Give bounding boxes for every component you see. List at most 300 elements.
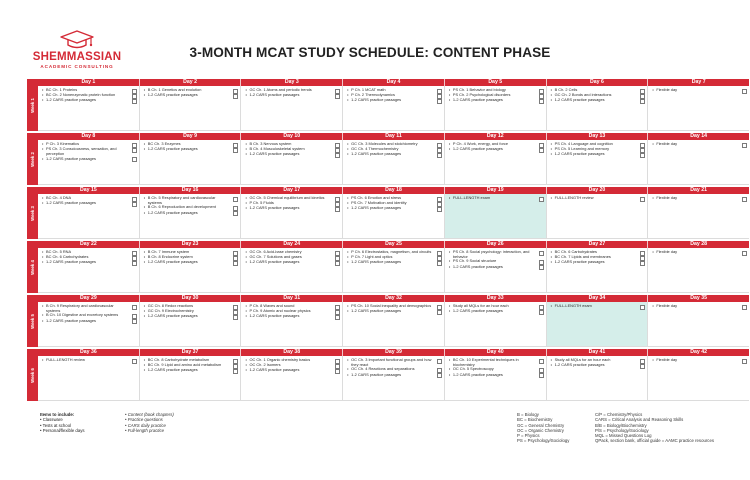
task-item	[449, 265, 536, 270]
task-checkbox[interactable]	[233, 148, 238, 153]
task-text: 1-2 CARS practice passages	[351, 205, 402, 211]
task-text: 1-2 CARS practice passages	[46, 97, 96, 103]
task-text: 1-2 CARS practice passages	[147, 313, 198, 319]
week-block	[27, 79, 749, 131]
task-text: 1-2 CARS practice passages	[351, 97, 402, 103]
day-cell	[241, 86, 343, 131]
include-item-text: Personal/flexible days	[42, 427, 85, 433]
day-cell	[140, 86, 242, 131]
day-cell-row	[38, 140, 749, 185]
task-text: P Ch. 1 MCAT math	[351, 87, 386, 92]
task-item	[144, 260, 231, 265]
task-checkbox[interactable]	[335, 207, 340, 212]
bullet-icon: •	[40, 422, 43, 428]
task-checkbox[interactable]	[233, 197, 238, 202]
task-item	[347, 98, 434, 103]
task-checkbox[interactable]	[640, 153, 645, 158]
day-header: Day 30	[140, 295, 242, 302]
task-checkbox[interactable]	[132, 157, 137, 162]
task-checkbox[interactable]	[437, 207, 442, 212]
day-header: Day 15	[38, 187, 140, 194]
task-item	[449, 373, 536, 378]
task-item	[245, 152, 332, 157]
task-text: GC Ch. 1 Atoms and periodic trends	[249, 87, 312, 92]
legend-entry: BC = Biochemistry	[517, 417, 553, 423]
day-cell	[38, 194, 140, 239]
week-label	[27, 133, 38, 185]
task-checkbox[interactable]	[640, 99, 645, 104]
legend-column-left	[517, 412, 595, 444]
bullet-icon: •	[550, 92, 552, 98]
task-text: 1-2 CARS practice passages	[452, 263, 503, 269]
day-cell	[38, 86, 140, 131]
day-cell	[38, 248, 140, 293]
day-header: Day 7	[691, 79, 706, 85]
task-item	[449, 309, 536, 314]
task-checkbox[interactable]	[132, 202, 137, 207]
day-header: Day 29	[38, 295, 140, 302]
items-list-left	[40, 417, 125, 433]
include-item	[125, 428, 210, 433]
task-checkbox[interactable]	[640, 261, 645, 266]
task-text: PS Ch. 9 Social structure	[452, 258, 497, 264]
day-cell	[140, 194, 242, 239]
bullet-icon: •	[448, 141, 451, 146]
task-checkbox[interactable]	[539, 265, 544, 270]
day-cell	[445, 302, 547, 347]
task-text: GC Ch. 3 Molecules and stoichiometry	[351, 141, 418, 146]
bullet-icon: •	[652, 195, 654, 200]
task-text: Flexible day	[656, 303, 678, 308]
day-header: Day 5	[445, 79, 547, 86]
legend-entry: QPack, section bank, official guide = AAMC practice resources	[595, 438, 714, 444]
task-text: 1-2 CARS practice passages	[554, 151, 605, 157]
day-cell-row	[38, 356, 749, 401]
bullet-icon: •	[652, 141, 654, 146]
bullet-icon: •	[550, 146, 552, 152]
task-text: B Ch. 6 Reproduction and development	[147, 204, 216, 210]
day-header: Day 23	[140, 241, 242, 248]
task-text: GC Ch. 4 Thermochemistry	[351, 146, 399, 152]
task-text: 1-2 CARS practice passages	[249, 205, 300, 211]
bullet-icon: •	[448, 195, 451, 200]
bullet-icon: •	[40, 427, 43, 433]
day-cell	[547, 248, 649, 293]
day-header: Day 4	[343, 79, 445, 86]
task-item	[144, 93, 231, 98]
task-checkbox[interactable]	[539, 197, 544, 202]
task-text: FULL-LENGTH review	[554, 195, 594, 200]
day-cell	[343, 140, 445, 185]
task-text: GC Ch. 8 Redox reactions	[147, 303, 194, 308]
task-checkbox[interactable]	[437, 359, 442, 364]
day-header-row	[38, 349, 749, 356]
day-cell	[445, 140, 547, 185]
task-item	[347, 309, 434, 314]
day-header: Day 41	[547, 349, 649, 356]
day-cell	[547, 356, 649, 401]
bullet-icon: •	[143, 204, 146, 210]
day-cell	[140, 140, 242, 185]
day-cell-row	[38, 302, 749, 347]
day-header: Day 16	[140, 187, 242, 194]
schedule-calendar	[27, 79, 749, 403]
task-checkbox[interactable]	[132, 305, 137, 310]
task-item	[42, 319, 129, 324]
bullet-icon: •	[550, 141, 552, 146]
task-item	[551, 152, 638, 157]
bullet-icon: •	[42, 155, 44, 161]
day-cell	[547, 194, 649, 239]
task-checkbox[interactable]	[335, 94, 340, 99]
legend-entry: PS = Psychology/Sociology	[517, 438, 570, 444]
day-cell	[648, 302, 749, 347]
task-checkbox[interactable]	[539, 359, 544, 364]
task-checkbox[interactable]	[742, 359, 747, 364]
task-checkbox[interactable]	[233, 315, 238, 320]
task-checkbox[interactable]	[437, 310, 442, 315]
day-cell	[547, 302, 649, 347]
task-checkbox[interactable]	[742, 143, 747, 148]
bullet-icon: •	[347, 357, 349, 362]
task-item	[42, 260, 129, 265]
bullet-icon: •	[42, 249, 44, 254]
bullet-icon: •	[245, 357, 247, 362]
items-list-right	[125, 412, 210, 433]
task-checkbox[interactable]	[335, 261, 340, 266]
bullet-icon: •	[550, 195, 552, 200]
bullet-icon: •	[550, 151, 552, 157]
task-checkbox[interactable]	[132, 99, 137, 104]
day-header: Day 1	[38, 79, 140, 86]
task-checkbox[interactable]	[640, 197, 645, 202]
day-header: Day 38	[241, 349, 343, 356]
task-text: GC Ch. 5 Chemical equilibrium and kinetics	[249, 195, 325, 200]
task-item	[347, 373, 434, 378]
day-header: Day 36	[38, 349, 140, 356]
task-item	[144, 368, 231, 373]
task-text: GC Ch. 2 Bonds and interactions	[554, 92, 612, 98]
bullet-icon: •	[347, 205, 349, 211]
bullet-icon: •	[245, 87, 247, 92]
bullet-icon: •	[448, 258, 451, 264]
task-text: BC Ch. 2 Nonenzymatic protein function	[46, 92, 116, 98]
task-text: 1-2 CARS practice passages	[46, 200, 96, 206]
task-text: BC Ch. 5 RNA	[46, 249, 72, 254]
day-header: Day 22	[38, 241, 140, 248]
task-text: 1-2 CARS practice passages	[351, 151, 402, 157]
bullet-icon: •	[245, 146, 247, 152]
day-cell	[241, 140, 343, 185]
bullet-icon: •	[143, 367, 146, 373]
week-label-text: Week 5	[30, 313, 36, 329]
task-checkbox[interactable]	[640, 305, 645, 310]
bullet-icon: •	[143, 195, 146, 200]
bullet-icon: •	[245, 362, 247, 368]
day-cell	[445, 194, 547, 239]
task-item	[449, 98, 536, 103]
bullet-icon: •	[448, 371, 451, 377]
day-cell-row	[38, 248, 749, 293]
bullet-icon: •	[347, 87, 349, 92]
task-text: PS Ch. 10 Social inequality and demographics	[351, 303, 432, 308]
bullet-icon: •	[143, 357, 146, 362]
day-cell	[343, 248, 445, 293]
task-text: 1-2 CARS practice passages	[554, 259, 605, 265]
task-text: GC Ch. 7 Solutions and gases	[249, 254, 302, 260]
bullet-icon: •	[448, 366, 451, 372]
task-text: B Ch. 9 Respiratory and cardiovascular systems	[46, 303, 114, 313]
bullet-icon: •	[42, 87, 44, 92]
bullet-icon: •	[42, 312, 44, 318]
task-text: FULL-LENGTH exam	[554, 303, 592, 308]
task-checkbox[interactable]	[437, 99, 442, 104]
bullet-icon: •	[347, 249, 349, 254]
include-item-text: CARS daily practice	[127, 422, 166, 428]
task-text: BC Ch. 4 DNA	[46, 195, 72, 200]
task-text: 1-2 CARS practice passages	[452, 308, 503, 314]
task-text: 1-2 CARS practice passages	[147, 146, 198, 152]
task-item	[652, 142, 739, 147]
legend-entry: OC = Organic Chemistry	[517, 427, 564, 433]
task-item	[551, 98, 638, 103]
bullet-icon: •	[143, 87, 146, 92]
task-text: 1-2 CARS practice passages	[351, 308, 402, 314]
task-checkbox[interactable]	[742, 305, 747, 310]
bullet-icon: •	[143, 92, 146, 98]
task-text: 1-2 CARS practice passages	[147, 367, 198, 373]
task-checkbox[interactable]	[640, 364, 645, 369]
task-checkbox[interactable]	[233, 211, 238, 216]
brand-name: SHEMMASSIAN	[32, 51, 122, 63]
legend-entry: MQL = Missed Questions Log	[595, 433, 652, 439]
task-text: GC Ch. 9 Electrochemistry	[147, 308, 194, 314]
bullet-icon: •	[245, 151, 247, 157]
day-cell	[445, 356, 547, 401]
task-item	[144, 314, 231, 319]
day-cell	[648, 140, 749, 185]
task-text: 1-2 CARS practice passages	[147, 259, 198, 265]
bullet-icon: •	[245, 141, 247, 146]
bullet-icon: •	[448, 357, 451, 362]
task-text: P Ch. 2 Thermodynamics	[351, 92, 395, 98]
task-text: BC Ch. 6 Carbohydrates	[554, 249, 597, 254]
graduation-cap-icon	[60, 30, 94, 50]
task-text: BC Ch. 6 Carbohydrates	[46, 254, 89, 260]
task-item	[42, 98, 129, 103]
legend-entry: C/P = Chemistry/Physics	[595, 412, 643, 417]
bullet-icon: •	[143, 146, 146, 152]
brand-logo	[22, 30, 132, 69]
day-header: Day 25	[343, 241, 445, 248]
bullet-icon: •	[652, 87, 654, 92]
task-text: 1-2 CARS practice passages	[249, 92, 300, 98]
day-header: Day 21	[690, 187, 708, 193]
task-checkbox[interactable]	[539, 251, 544, 256]
task-item	[551, 304, 638, 309]
day-header-row	[38, 79, 749, 86]
bullet-icon: •	[125, 427, 128, 433]
bullet-icon: •	[42, 357, 44, 362]
task-text: 1-2 CARS practice passages	[46, 155, 96, 161]
day-header: Day 3	[241, 79, 343, 86]
task-checkbox[interactable]	[437, 153, 442, 158]
task-item	[652, 196, 739, 201]
task-checkbox[interactable]	[132, 148, 137, 153]
task-text: 1-2 CARS practice passages	[351, 371, 402, 377]
week-label	[27, 241, 38, 293]
day-cell	[648, 194, 749, 239]
task-text: P Ch. 9 Atomic and nuclear physics	[249, 308, 311, 314]
task-text: BC Ch. 1 Proteins	[46, 87, 78, 92]
day-cell	[648, 248, 749, 293]
day-header-row	[38, 241, 749, 248]
bullet-icon: •	[42, 200, 44, 206]
task-text: PS Ch. 2 Psychological disorders	[452, 92, 511, 98]
day-cell	[343, 302, 445, 347]
bullet-icon: •	[448, 92, 451, 98]
task-checkbox[interactable]	[335, 315, 340, 320]
bullet-icon: •	[245, 200, 247, 206]
bullet-icon: •	[42, 317, 44, 323]
bullet-icon: •	[550, 87, 552, 92]
bullet-icon: •	[40, 417, 43, 423]
bullet-icon: •	[245, 92, 247, 98]
items-to-include	[40, 412, 220, 433]
day-cell	[140, 356, 242, 401]
week-label	[27, 295, 38, 347]
task-checkbox[interactable]	[742, 197, 747, 202]
bullet-icon: •	[42, 146, 44, 152]
bullet-icon: •	[42, 259, 44, 265]
task-item	[245, 314, 332, 319]
task-text: P Ch. 7 Light and optics	[351, 254, 393, 260]
day-header: Day 9	[140, 133, 242, 140]
task-text: FULL-LENGTH exam	[452, 195, 491, 200]
bullet-icon: •	[347, 151, 349, 157]
week-label	[27, 187, 38, 239]
task-text: BC Ch. 8 Carbohydrate metabolism	[147, 357, 210, 362]
day-header: Day 6	[547, 79, 649, 86]
task-item	[245, 93, 332, 98]
bullet-icon: •	[42, 195, 44, 200]
day-header: Day 39	[343, 349, 445, 356]
task-checkbox[interactable]	[335, 153, 340, 158]
bullet-icon: •	[448, 308, 451, 314]
task-checkbox[interactable]	[233, 261, 238, 266]
task-text: 1-2 CARS practice passages	[554, 97, 605, 103]
bullet-icon: •	[143, 259, 146, 265]
day-cell	[38, 302, 140, 347]
include-item-text: Tests at school	[42, 422, 72, 428]
week-block	[27, 133, 749, 185]
day-header-row	[38, 187, 749, 194]
task-text: Flexible day	[656, 141, 678, 146]
task-text: P Ch. 8 Waves and sound	[249, 303, 295, 308]
day-header: Day 19	[445, 187, 547, 194]
task-text: PS Ch. 7 Motivation and identity	[351, 200, 407, 206]
day-cell	[38, 356, 140, 401]
task-checkbox[interactable]	[132, 359, 137, 364]
task-checkbox[interactable]	[233, 94, 238, 99]
bullet-icon: •	[42, 97, 44, 103]
task-item	[42, 157, 129, 162]
task-item	[652, 250, 739, 255]
bullet-icon: •	[652, 249, 654, 254]
task-checkbox[interactable]	[437, 373, 442, 378]
day-header: Day 32	[343, 295, 445, 302]
task-checkbox[interactable]	[742, 89, 747, 94]
include-item-text: Full-length practice	[127, 427, 165, 433]
bullet-icon: •	[550, 259, 552, 265]
bullet-icon: •	[550, 357, 552, 362]
week-label-text: Week 1	[30, 97, 36, 113]
task-checkbox[interactable]	[132, 319, 137, 324]
legend-entry: GC = General Chemistry	[517, 422, 565, 428]
task-item	[42, 201, 129, 206]
task-text: B Ch. 8 Endocrine system	[147, 254, 193, 260]
task-checkbox[interactable]	[742, 251, 747, 256]
bullet-icon: •	[245, 259, 247, 265]
bullet-icon: •	[550, 303, 552, 308]
legend-entry: B = Biology	[517, 412, 539, 417]
bullet-icon: •	[143, 362, 146, 368]
bullet-icon: •	[245, 195, 247, 200]
task-checkbox[interactable]	[539, 148, 544, 153]
day-cell	[241, 194, 343, 239]
bullet-icon: •	[347, 141, 349, 146]
task-text: PS Ch. 5 Learning and memory	[554, 146, 610, 152]
task-text: P Ch. 6 Electrostatics, magnetism, and circuits	[351, 249, 432, 254]
day-header: Day 14	[690, 133, 708, 139]
bullet-icon: •	[347, 92, 349, 98]
task-text: 1-2 CARS practice passages	[46, 259, 96, 265]
task-text: PS Ch. 3 Consciousness, sensation, and perception	[46, 146, 117, 156]
day-cell	[38, 140, 140, 185]
task-item	[144, 147, 231, 152]
task-text: Study all MQLs for an hour each	[554, 357, 611, 362]
day-header: Day 20	[547, 187, 649, 194]
day-cell	[648, 86, 749, 131]
task-text: OC Ch. 2 Isomers	[249, 362, 281, 368]
task-checkbox[interactable]	[539, 373, 544, 378]
task-item	[551, 260, 638, 265]
task-checkbox[interactable]	[233, 369, 238, 374]
bullet-icon: •	[245, 205, 247, 211]
task-checkbox[interactable]	[539, 310, 544, 315]
day-cell	[445, 248, 547, 293]
task-text: P Ch. 3 Kinematics	[46, 141, 80, 146]
task-text: B Ch. 3 Nervous system	[249, 141, 292, 146]
task-checkbox[interactable]	[132, 261, 137, 266]
task-text: BC Ch. 7 Lipids and membranes	[554, 254, 611, 260]
page-title: 3-MONTH MCAT STUDY SCHEDULE: CONTENT PHASE	[189, 45, 551, 60]
bullet-icon: •	[652, 357, 654, 362]
task-checkbox[interactable]	[437, 261, 442, 266]
task-item	[347, 206, 434, 211]
bullet-icon: •	[143, 303, 146, 308]
bullet-icon: •	[143, 249, 146, 254]
bullet-icon: •	[347, 254, 349, 260]
bullet-icon: •	[652, 303, 654, 308]
day-header: Day 10	[241, 133, 343, 140]
task-text: GC Ch. 6 Acid-base chemistry	[249, 249, 302, 254]
task-checkbox[interactable]	[335, 369, 340, 374]
task-checkbox[interactable]	[539, 99, 544, 104]
task-text: PS Ch. 4 Language and cognition	[554, 141, 613, 146]
day-header: Day 28	[690, 241, 708, 247]
task-text: B Ch. 1 Genetics and evolution	[147, 87, 202, 92]
